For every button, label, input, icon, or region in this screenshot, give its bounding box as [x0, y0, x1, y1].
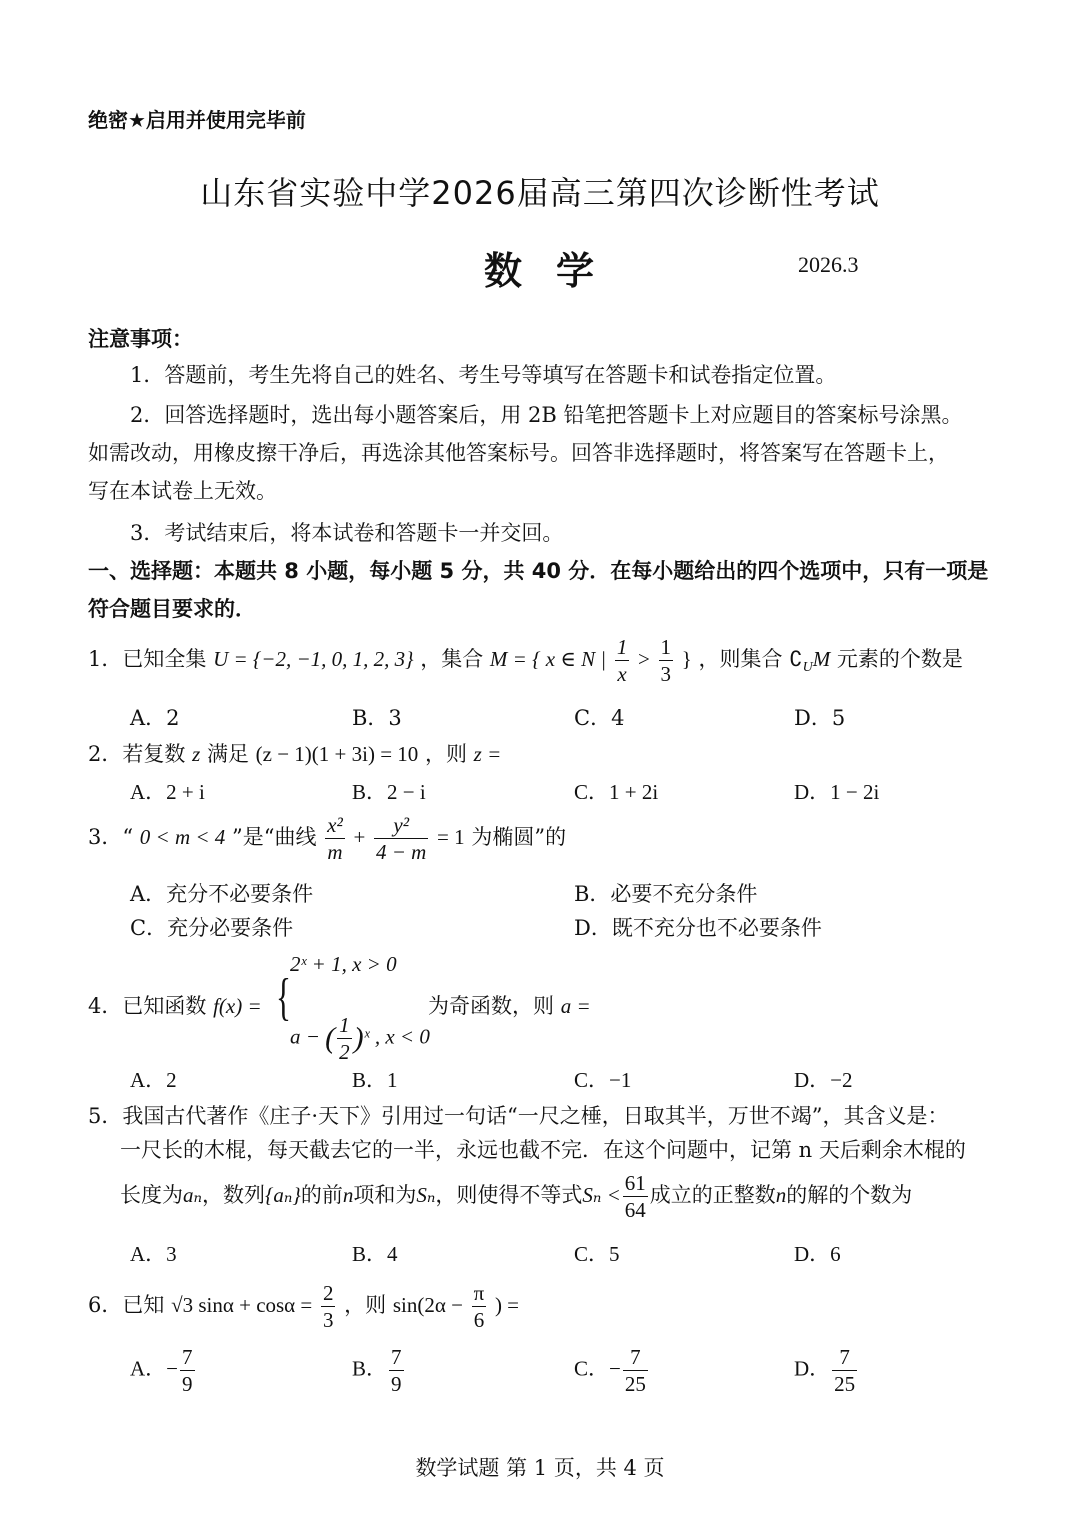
notice-item-2-line-3: 写在本试卷上无效。 [88, 479, 277, 503]
question-3-stem [88, 812, 566, 865]
exam-date: 2026.3 [798, 252, 859, 277]
q5-n: n [342, 1183, 354, 1207]
q2-text-3: ，则 [424, 742, 467, 766]
question-1-stem [88, 634, 963, 687]
q4-brace: { [276, 969, 291, 1026]
q5-t4: 项和为 [353, 1183, 417, 1207]
q4-fx: f(x) = [213, 994, 262, 1018]
q5-line-2: 一尺长的木棍，每天截去它的一半，永远也截不完．在这个问题中，记第 n 天后剩余木棍的 [120, 1138, 966, 1162]
notice-item-2-line-1: 2．回答选择题时，选出每小题答案后，用 2B 铅笔把答题卡上对应题目的答案标号涂黑。 [130, 403, 963, 427]
q2-text-2: 满足 [206, 742, 249, 766]
notice-heading: 注意事项： [88, 327, 193, 351]
notice-item-3: 3．考试结束后，将本试卷和答题卡一并交回。 [130, 521, 564, 545]
q4-paren-left: ( [325, 1021, 336, 1055]
q6-fraction-1: $\frac{2}{3}$ [322, 1281, 334, 1332]
q6-d-fraction: $\frac{7}{25}$ [834, 1345, 856, 1396]
exam-title: 山东省实验中学2026届高三第四次诊断性考试 [200, 174, 880, 212]
q5-line-1: 5．我国古代著作《庄子·天下》引用过一句话“一尺之棰，日取其半，万世不竭”，其含义是： [88, 1104, 949, 1128]
q4-option-b: B．1 [352, 1068, 398, 1092]
q2-z-eq: z = [473, 742, 502, 766]
q3-text-3: 为椭圆”的 [471, 825, 567, 849]
q5-line-3 [120, 1170, 912, 1223]
q1-set-m: M = { x ∈ N | [489, 647, 607, 671]
q5-option-a: A．3 [130, 1242, 177, 1266]
q6-c-sign: − [609, 1356, 621, 1381]
q6-option-a [130, 1344, 197, 1397]
notice-item-1: 1．答题前，考生先将自己的姓名、考生号等填写在答题卡和试卷指定位置。 [130, 363, 837, 387]
q3-text: 3．“ [88, 825, 134, 849]
q6-option-d [794, 1344, 859, 1397]
q4-case-2 [290, 1012, 430, 1065]
q1-fraction-2: $\frac{1}{3}$ [660, 635, 672, 686]
q5-an: aₙ [183, 1183, 203, 1207]
q1-option-c: C．4 [574, 706, 625, 730]
q6-a-fraction: $\frac{7}{9}$ [182, 1345, 193, 1396]
q6-option-b [352, 1344, 406, 1397]
q3-option-c: C．充分必要条件 [130, 916, 294, 940]
section-heading-line-1: 一、选择题：本题共 8 小题，每小题 5 分，共 40 分．在每小题给出的四个选项中，只有一项是 [88, 559, 989, 583]
q6-b-fraction: $\frac{7}{9}$ [391, 1345, 402, 1396]
q5-fraction: $\frac{61}{64}$ [624, 1171, 646, 1222]
q4-a: a = [560, 994, 591, 1018]
q6-expr: √3 sinα + cosα = [171, 1293, 313, 1317]
q3-option-d: D．既不充分也不必要条件 [574, 916, 822, 940]
q5-t1: 长度为 [120, 1183, 183, 1207]
q4-case-2-a: a − [290, 1024, 320, 1049]
q6-fraction-2: $\frac{\pi}{6}$ [473, 1281, 485, 1332]
q5-ineq: Sₙ < [582, 1183, 621, 1207]
q5-t2: ，数列 [202, 1183, 266, 1207]
q4-paren-right: ) [353, 1021, 364, 1055]
q3-fraction-1: $\frac{\text{x²}}{m}$ [327, 813, 343, 864]
page-footer: 数学试题 第 1 页，共 4 页 [415, 1456, 665, 1480]
q4-text-2: 为奇函数，则 [428, 994, 554, 1018]
q4-option-c: C．−1 [574, 1068, 632, 1092]
q3-text-2: ”是“曲线 [232, 825, 317, 849]
q5-n2: n [775, 1183, 787, 1207]
q2-option-a: A．2 + i [130, 780, 205, 804]
q4-option-d: D．−2 [794, 1068, 853, 1092]
q5-t6: 成立的正整数 [649, 1183, 776, 1207]
q4-case-2-b: ˣ , x < 0 [363, 1024, 430, 1049]
question-2-stem [88, 738, 501, 768]
q5-seq: {aₙ} [265, 1183, 301, 1207]
q1-complement: ∁ [789, 647, 803, 671]
q1-m: M [812, 647, 831, 671]
q1-set-u: U = {−2, −1, 0, 1, 2, 3} [213, 647, 414, 671]
q5-option-d: D．6 [794, 1242, 841, 1266]
q1-text-2: ，集合 [420, 647, 484, 671]
q6-c-fraction: $\frac{7}{25}$ [624, 1345, 646, 1396]
q1-text-3: ，则集合 [698, 647, 783, 671]
q1-text-4: 元素的个数是 [836, 647, 963, 671]
q1-option-b: B．3 [352, 706, 402, 730]
q4-text: 4．已知函数 [88, 994, 207, 1018]
q6-option-c [574, 1344, 650, 1397]
notice-item-2-line-2: 如需改动，用橡皮擦干净后，再选涂其他答案标号。回答非选择题时，将答案写在答题卡上， [88, 441, 949, 465]
q5-option-b: B．4 [352, 1242, 398, 1266]
q5-sn: Sₙ [416, 1183, 436, 1207]
q5-t7: 的解的个数为 [786, 1183, 913, 1207]
confidential-label: 绝密★启用并使用完毕前 [88, 108, 306, 132]
question-4-stem-b [428, 990, 591, 1020]
q2-option-b: B．2 − i [352, 780, 426, 804]
q6-sin: sin(2α − [392, 1293, 463, 1317]
q3-option-a: A．充分不必要条件 [130, 882, 314, 906]
q6-d-label: D． [794, 1356, 831, 1381]
q6-text-2: ，则 [344, 1293, 387, 1317]
q1-fraction-1: $\frac{1}{x}$ [616, 635, 628, 686]
q6-c-label: C． [574, 1356, 610, 1381]
q1-text: 1．已知全集 [88, 647, 207, 671]
q3-plus: + [353, 825, 366, 849]
q1-gt: > [638, 647, 650, 671]
q3-fraction-2: $\frac{\text{y²}}{4 - m}$ [376, 813, 427, 864]
q6-text: 6．已知 [88, 1293, 165, 1317]
question-4-stem-a [88, 990, 262, 1020]
q2-equation: (z − 1)(1 + 3i) = 10 [255, 742, 419, 766]
q6-a-sign: − [166, 1356, 179, 1381]
q2-z: z [192, 742, 201, 766]
q4-case-1: 2ˣ + 1, x > 0 [290, 952, 397, 976]
q1-option-a: A．2 [130, 706, 180, 730]
q2-text: 2．若复数 [88, 742, 186, 766]
q5-t5: ，则使得不等式 [435, 1183, 583, 1207]
q6-eq: ) = [494, 1293, 520, 1317]
q3-eq: = 1 [437, 825, 465, 849]
q3-option-b: B．必要不充分条件 [574, 882, 758, 906]
q1-option-d: D．5 [794, 706, 846, 730]
subject-title: 数学 [484, 249, 629, 293]
q5-option-c: C．5 [574, 1242, 620, 1266]
q5-t3: 的前 [300, 1183, 343, 1207]
q2-option-d: D．1 − 2i [794, 780, 880, 804]
question-6-stem [88, 1280, 519, 1333]
section-heading-line-2: 符合题目要求的． [88, 597, 256, 621]
q4-fraction: $\frac{1}{2}$ [339, 1013, 350, 1064]
q1-brace: } [681, 647, 692, 671]
q4-option-a: A．2 [130, 1068, 177, 1092]
q6-a-label: A． [130, 1356, 167, 1381]
q6-b-label: B． [352, 1356, 388, 1381]
q2-option-c: C．1 + 2i [574, 780, 659, 804]
q1-complement-sub: U [802, 660, 813, 676]
q3-range: 0 < m < 4 [139, 825, 226, 849]
